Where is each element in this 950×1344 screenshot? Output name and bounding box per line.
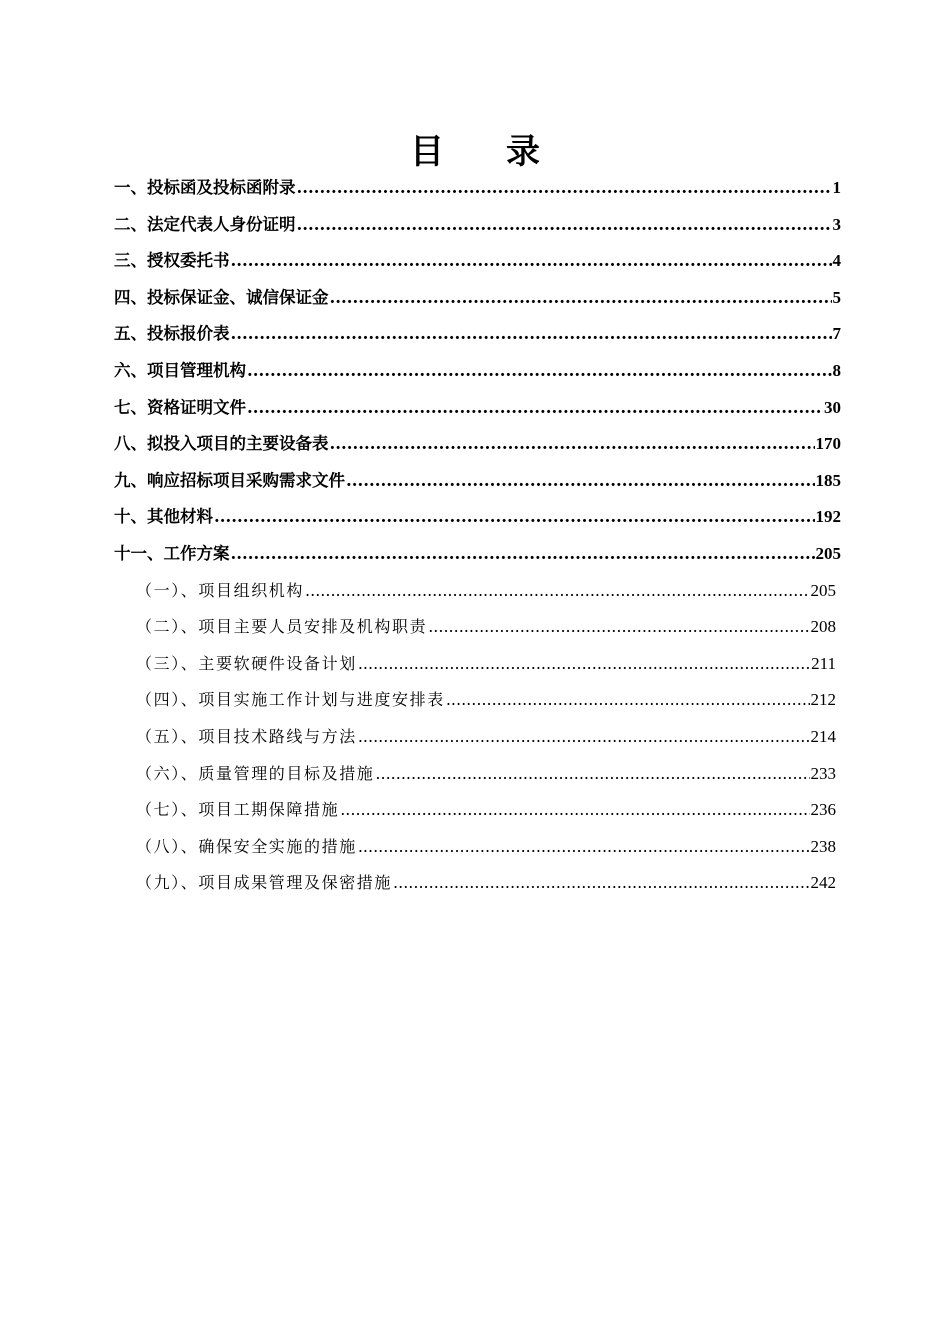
toc-entry-page: 7: [832, 324, 841, 344]
toc-entry-page: 205: [815, 543, 841, 563]
toc-dot-leader: [231, 316, 832, 353]
toc-subentry-label: （九）、项目成果管理及保密措施: [136, 873, 393, 893]
toc-entry-page: 5: [832, 287, 841, 307]
toc-entry[interactable]: [114, 463, 841, 500]
toc-dot-leader: [297, 207, 832, 244]
toc-entry-page: 1: [832, 178, 841, 197]
toc-entry-label: 六、项目管理机构: [114, 360, 246, 380]
toc-subentry[interactable]: [114, 865, 836, 902]
toc-subentry[interactable]: [114, 682, 836, 719]
toc-subentry-page: 205: [810, 580, 836, 600]
toc-subentry-label: （三）、主要软硬件设备计划: [136, 653, 357, 673]
toc-dot-leader: [375, 756, 809, 793]
toc-dot-leader: [330, 426, 815, 463]
toc-subentry-page: 214: [810, 726, 836, 746]
toc-entry-label: 八、拟投入项目的主要设备表: [114, 434, 329, 454]
toc-entry-label: 四、投标保证金、诚信保证金: [114, 287, 329, 307]
toc-subentry-label: （一）、项目组织机构: [136, 580, 305, 600]
toc-subentry[interactable]: [114, 609, 836, 646]
toc-subentry[interactable]: [114, 756, 836, 793]
toc-entry-label: 五、投标报价表: [114, 324, 230, 344]
toc-entry-page: 8: [832, 360, 841, 380]
toc-subentry-page: 233: [810, 763, 836, 783]
toc-dot-leader: [346, 463, 815, 500]
toc-subentry[interactable]: [114, 646, 836, 683]
table-of-contents: [114, 170, 841, 902]
toc-entry[interactable]: [114, 280, 841, 317]
toc-entry[interactable]: [114, 353, 841, 390]
toc-dot-leader: [305, 573, 809, 610]
toc-entry[interactable]: [114, 207, 841, 244]
toc-entry-page: 4: [832, 251, 841, 271]
toc-dot-leader: [358, 829, 810, 866]
toc-subentry[interactable]: [114, 829, 836, 866]
toc-dot-leader: [393, 865, 809, 902]
toc-dot-leader: [231, 536, 815, 573]
toc-entry-label: 一、投标函及投标函附录: [114, 178, 296, 197]
toc-subentry-label: （八）、确保安全实施的措施: [136, 836, 357, 856]
toc-entry-label: 三、授权委托书: [114, 251, 230, 271]
page-title: 目录: [410, 132, 602, 172]
toc-subentry-page: 236: [810, 800, 836, 820]
toc-subentry-label: （五）、项目技术路线与方法: [136, 726, 357, 746]
toc-entry[interactable]: [114, 243, 841, 280]
toc-dot-leader: [214, 499, 815, 536]
toc-entry[interactable]: [114, 426, 841, 463]
toc-entry[interactable]: [114, 536, 841, 573]
toc-subentry-label: （二）、项目主要人员安排及机构职责: [136, 617, 428, 637]
toc-entry-page: 185: [815, 470, 841, 490]
toc-subentry-page: 211: [811, 653, 836, 673]
toc-entry[interactable]: [114, 499, 841, 536]
toc-entry-page: 170: [815, 434, 841, 454]
toc-subentry-page: 242: [810, 873, 836, 893]
toc-dot-leader: [358, 646, 810, 683]
toc-subentry-page: 212: [810, 690, 836, 710]
toc-entry-label: 十、其他材料: [114, 507, 213, 527]
toc-dot-leader: [428, 609, 809, 646]
toc-entry-label: 二、法定代表人身份证明: [114, 214, 296, 234]
toc-entry-label: 七、资格证明文件: [114, 397, 246, 417]
toc-subentry-page: 208: [810, 617, 836, 637]
toc-entry-page: 3: [832, 214, 841, 234]
toc-entry[interactable]: [114, 316, 841, 353]
toc-entry-label: 九、响应招标项目采购需求文件: [114, 470, 345, 490]
toc-dot-leader: [340, 792, 809, 829]
toc-dot-leader: [247, 390, 823, 427]
toc-subentry[interactable]: [114, 573, 836, 610]
toc-dot-leader: [231, 243, 832, 280]
toc-entry-page: 192: [815, 507, 841, 527]
toc-subentry-page: 238: [810, 836, 836, 856]
toc-subentry-label: （七）、项目工期保障措施: [136, 800, 340, 820]
toc-entry[interactable]: [114, 170, 841, 207]
toc-subentry-label: （四）、项目实施工作计划与进度安排表: [136, 690, 445, 710]
toc-dot-leader: [330, 280, 832, 317]
toc-dot-leader: [247, 353, 832, 390]
toc-entry-label: 十一、工作方案: [114, 543, 230, 563]
toc-dot-leader: [358, 719, 810, 756]
toc-dot-leader: [446, 682, 810, 719]
toc-dot-leader: [297, 170, 832, 207]
toc-entry-page: 30: [824, 397, 841, 417]
toc-subentry-label: （六）、质量管理的目标及措施: [136, 763, 375, 783]
toc-entry[interactable]: [114, 390, 841, 427]
toc-subentry[interactable]: [114, 792, 836, 829]
toc-subentry[interactable]: [114, 719, 836, 756]
